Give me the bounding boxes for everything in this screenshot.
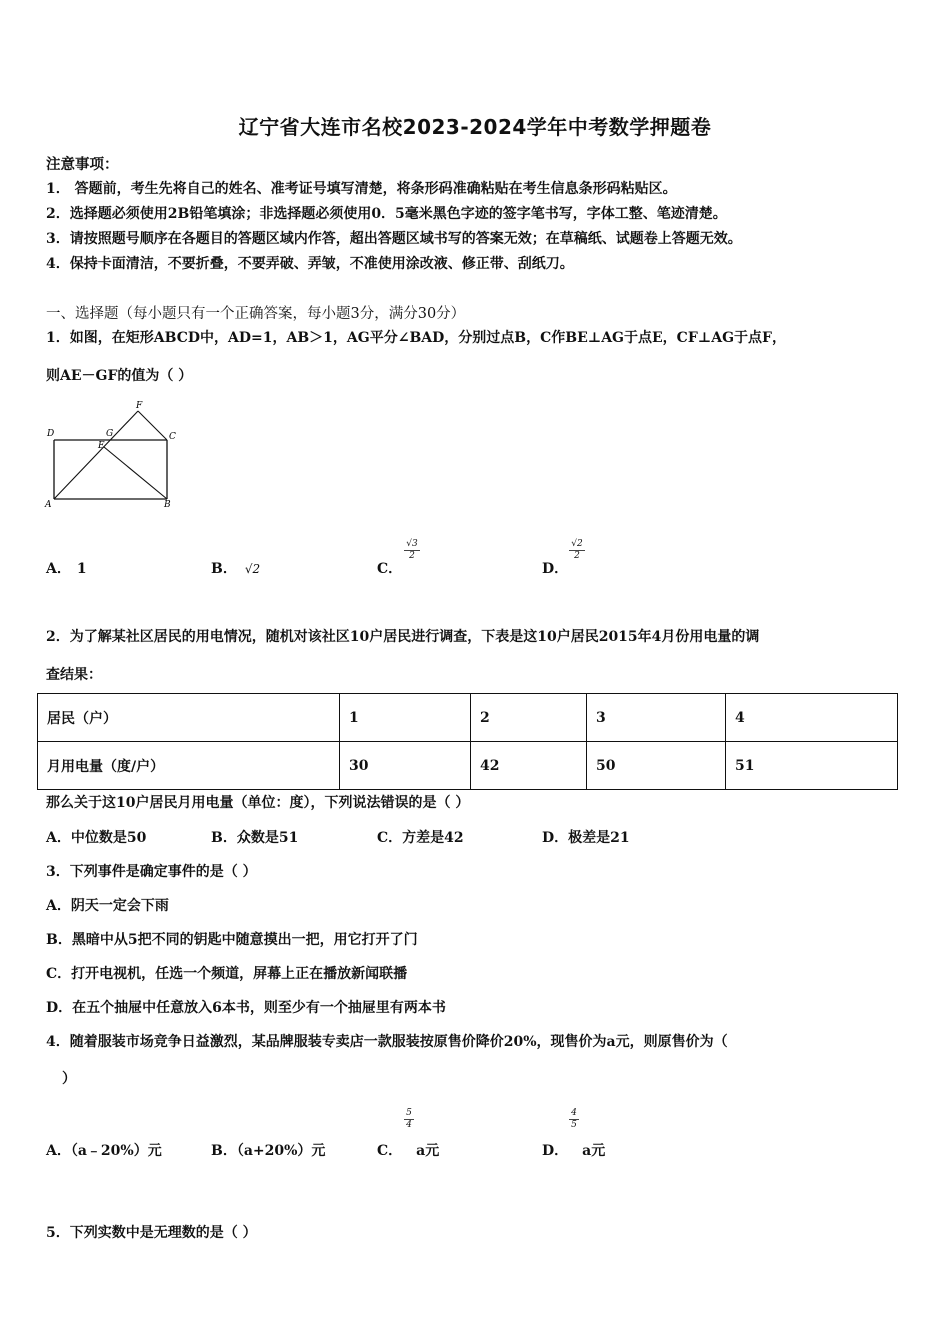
q2-option-d[interactable]: D．极差是21	[542, 830, 630, 846]
q4-stem-line1: 4．随着服装市场竞争日益激烈，某品牌服装专卖店一款服装按原售价降价20%，现售价为a元，则原售价为（	[46, 1034, 728, 1050]
q2-option-a[interactable]: A．中位数是50	[46, 830, 147, 846]
note-item-1: 1． 答题前，考生先将自己的姓名、准考证号填写清楚，将条形码准确粘贴在考生信息条形码粘贴区。	[46, 181, 677, 197]
q1-option-a[interactable]: A． 1	[46, 561, 87, 577]
q3-option-d[interactable]: D．在五个抽屉中任意放入6本书，则至少有一个抽屉里有两本书	[46, 1000, 446, 1016]
q2-option-b[interactable]: B．众数是51	[211, 830, 299, 846]
table-cell: 居民（户）	[38, 694, 340, 742]
note-item-4: 4．保持卡面清洁，不要折叠，不要弄破、弄皱，不准使用涂改液、修正带、刮纸刀。	[46, 256, 574, 272]
page-title: 辽宁省大连市名校2023-2024学年中考数学押题卷	[238, 115, 712, 139]
q1-stem-line1: 1．如图，在矩形ABCD中，AD=1，AB＞1，AG平分∠BAD，分别过点B，C作BE⊥AG于点E，CF⊥AG于点F，	[46, 330, 786, 346]
note-item-2: 2．选择题必须使用2B铅笔填涂；非选择题必须使用0．5毫米黑色字迹的签字笔书写，字体工整、笔迹清楚。	[46, 206, 727, 222]
label-c: C	[169, 432, 176, 442]
label-a: A	[45, 500, 52, 510]
table-cell: 30	[340, 742, 471, 790]
q1-option-b[interactable]: B． √2	[211, 561, 261, 577]
table-cell: 50	[587, 742, 726, 790]
q1-option-d[interactable]: D．	[542, 561, 569, 577]
q1-option-c[interactable]: C．	[377, 561, 403, 577]
q3-option-c[interactable]: C．打开电视机，任选一个频道，屏幕上正在播放新闻联播	[46, 966, 408, 982]
q4-option-c[interactable]: C． a元	[377, 1143, 440, 1159]
q1-option-d-fraction: √2 2	[569, 540, 585, 561]
q5-stem: 5．下列实数中是无理数的是（ ）	[46, 1225, 257, 1241]
table-cell: 4	[726, 694, 898, 742]
q2-question-after-table: 那么关于这10户居民月用电量（单位：度），下列说法错误的是（ ）	[46, 795, 470, 811]
table-cell: 月用电量（度/户）	[38, 742, 340, 790]
q3-option-a[interactable]: A．阴天一定会下雨	[46, 898, 169, 914]
q3-option-b[interactable]: B．黑暗中从5把不同的钥匙中随意摸出一把，用它打开了门	[46, 932, 418, 948]
q2-option-c[interactable]: C．方差是42	[377, 830, 464, 846]
note-item-3: 3．请按照题号顺序在各题目的答题区域内作答，超出答题区域书写的答案无效；在草稿纸、试题卷上答题无效。	[46, 231, 742, 247]
q4-stem-line2: ）	[62, 1071, 76, 1087]
q4-option-c-fraction: 5 4	[404, 1109, 414, 1130]
q1-stem-line2: 则AE－GF的值为（ ）	[46, 368, 193, 384]
table-cell: 51	[726, 742, 898, 790]
table-cell: 42	[471, 742, 587, 790]
q1-option-c-fraction: √3 2	[404, 540, 420, 561]
q3-stem: 3．下列事件是确定事件的是（ ）	[46, 864, 257, 880]
table-row	[38, 694, 898, 742]
line-fc	[138, 411, 167, 440]
q2-stem-line2: 查结果：	[46, 667, 102, 683]
q1-rectangle-figure	[42, 397, 182, 512]
table-cell: 3	[587, 694, 726, 742]
table-row	[38, 742, 898, 790]
line-eb	[104, 447, 167, 499]
q2-data-table	[37, 693, 898, 790]
line-af	[54, 411, 138, 499]
label-g: G	[106, 429, 114, 439]
table-cell: 2	[471, 694, 587, 742]
label-d: D	[47, 429, 55, 439]
notes-heading: 注意事项：	[46, 156, 119, 173]
label-b: B	[164, 500, 171, 510]
label-f: F	[136, 401, 143, 411]
label-e: E	[98, 441, 105, 451]
section-heading: 一、选择题（每小题只有一个正确答案，每小题3分，满分30分）	[46, 306, 466, 322]
q4-option-d[interactable]: D． a元	[542, 1143, 606, 1159]
q2-stem-line1: 2．为了解某社区居民的用电情况，随机对该社区10户居民进行调查，下表是这10户居民2015年4月份用电量的调	[46, 629, 760, 645]
table-cell: 1	[340, 694, 471, 742]
q4-option-a[interactable]: A．（a﹣20%）元	[46, 1143, 162, 1159]
q4-option-d-fraction: 4 5	[569, 1109, 579, 1130]
q4-option-b[interactable]: B．（a+20%）元	[211, 1143, 326, 1159]
